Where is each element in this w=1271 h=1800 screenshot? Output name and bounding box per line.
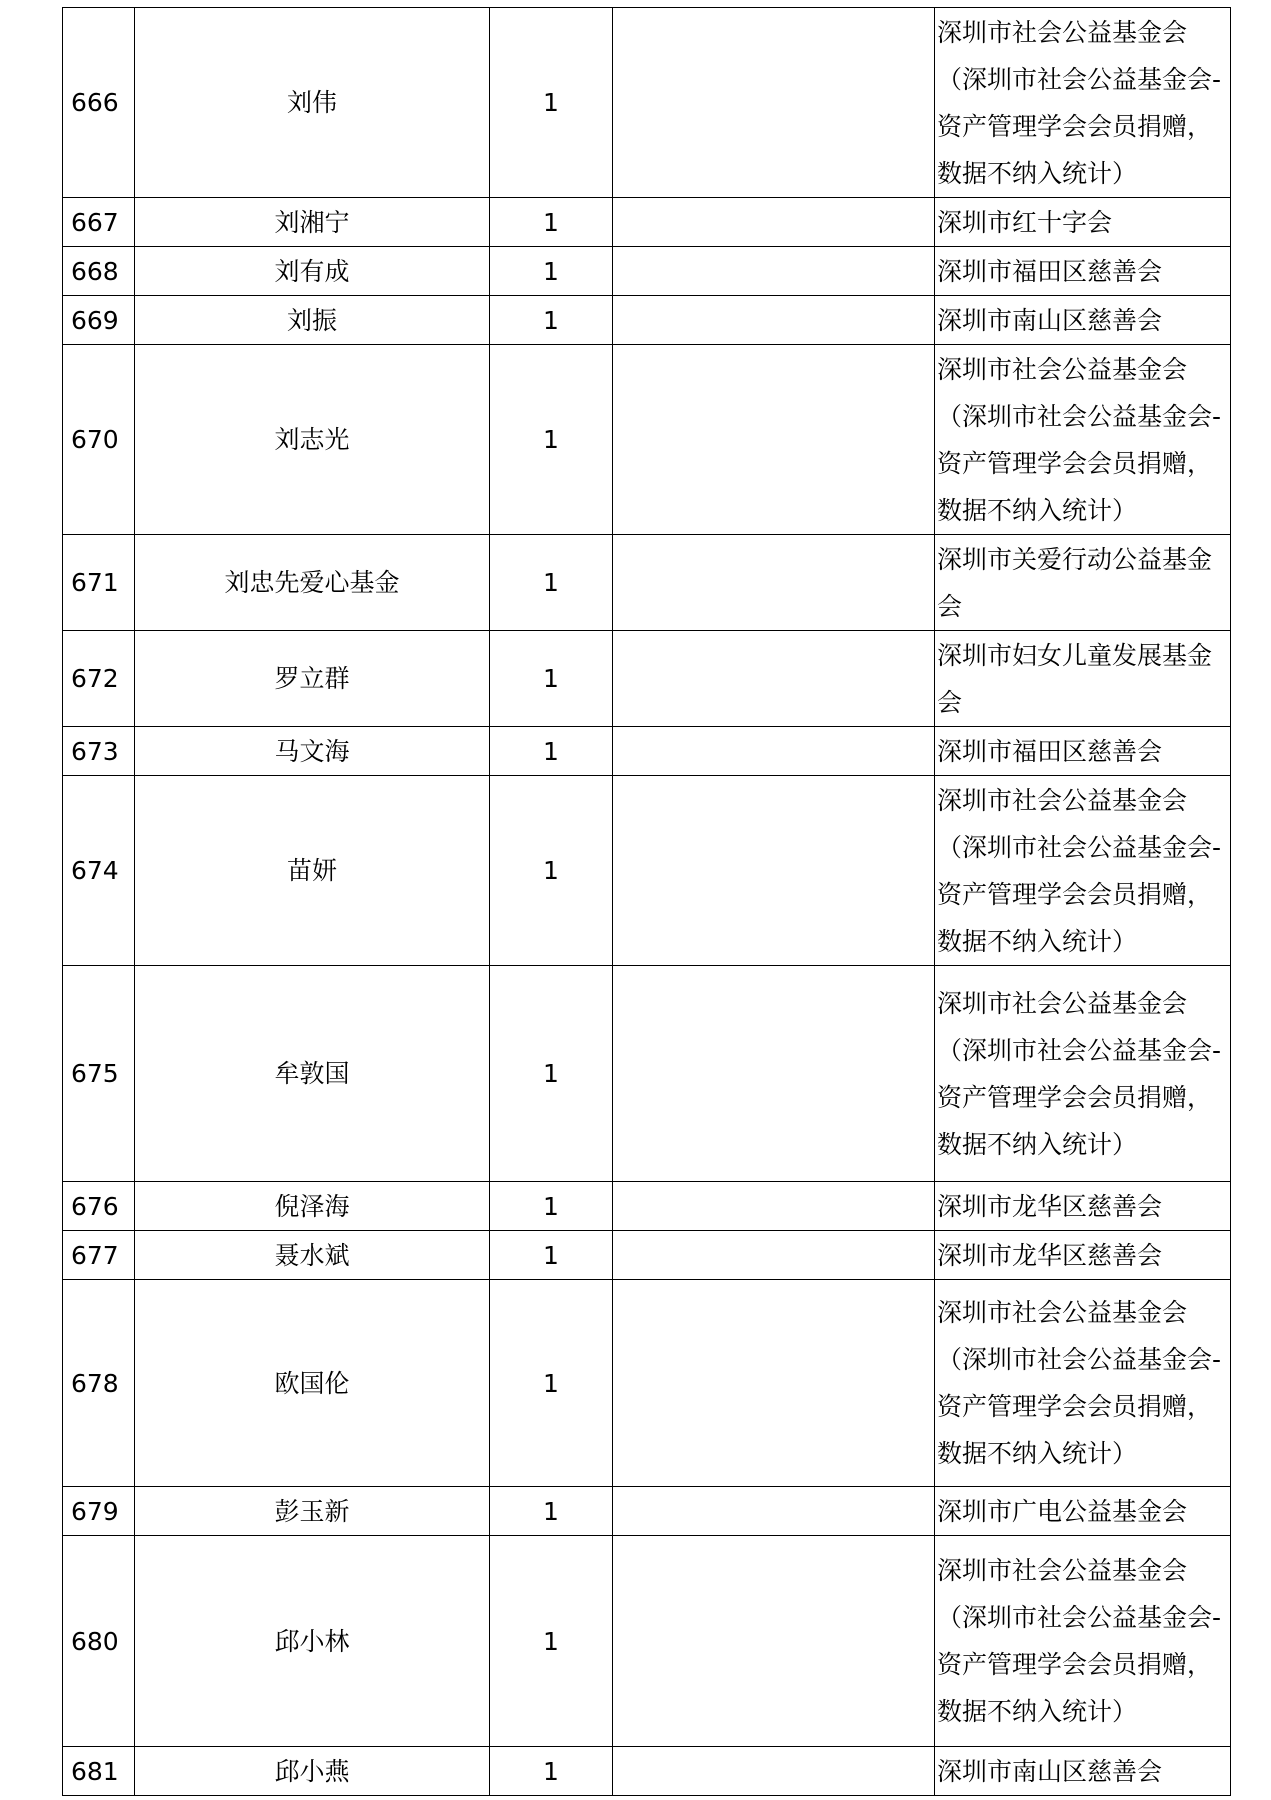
note-cell <box>613 727 935 776</box>
amount: 1 <box>490 1231 613 1280</box>
donor-name: 牟敦国 <box>135 966 490 1182</box>
row-number: 667 <box>63 198 135 247</box>
note-cell <box>613 1536 935 1747</box>
row-number: 678 <box>63 1280 135 1487</box>
donor-name: 刘忠先爱心基金 <box>135 535 490 631</box>
row-number: 676 <box>63 1182 135 1231</box>
note-cell <box>613 535 935 631</box>
row-number: 671 <box>63 535 135 631</box>
row-number: 675 <box>63 966 135 1182</box>
table-row <box>63 198 1231 247</box>
table-row <box>63 345 1231 535</box>
donor-name: 聂水斌 <box>135 1231 490 1280</box>
donor-name: 彭玉新 <box>135 1487 490 1536</box>
organization: 深圳市社会公益基金会（深圳市社会公益基金会-资产管理学会会员捐赠，数据不纳入统计） <box>935 1280 1231 1487</box>
table-row <box>63 1280 1231 1487</box>
row-number: 668 <box>63 247 135 296</box>
table-row <box>63 296 1231 345</box>
table-row <box>63 247 1231 296</box>
amount: 1 <box>490 1182 613 1231</box>
organization: 深圳市龙华区慈善会 <box>935 1231 1231 1280</box>
amount: 1 <box>490 727 613 776</box>
row-number: 673 <box>63 727 135 776</box>
amount: 1 <box>490 296 613 345</box>
donor-name: 邱小燕 <box>135 1747 490 1796</box>
note-cell <box>613 776 935 966</box>
donor-name: 刘湘宁 <box>135 198 490 247</box>
note-cell <box>613 631 935 727</box>
table-row <box>63 8 1231 198</box>
amount: 1 <box>490 1747 613 1796</box>
organization: 深圳市社会公益基金会（深圳市社会公益基金会-资产管理学会会员捐赠，数据不纳入统计） <box>935 345 1231 535</box>
organization: 深圳市南山区慈善会 <box>935 296 1231 345</box>
table-row <box>63 1536 1231 1747</box>
note-cell <box>613 1182 935 1231</box>
amount: 1 <box>490 1487 613 1536</box>
note-cell <box>613 296 935 345</box>
donor-name: 苗妍 <box>135 776 490 966</box>
donor-name: 倪泽海 <box>135 1182 490 1231</box>
organization: 深圳市龙华区慈善会 <box>935 1182 1231 1231</box>
table-row <box>63 1182 1231 1231</box>
organization: 深圳市南山区慈善会 <box>935 1747 1231 1796</box>
table-row <box>63 535 1231 631</box>
organization: 深圳市妇女儿童发展基金会 <box>935 631 1231 727</box>
organization: 深圳市关爱行动公益基金会 <box>935 535 1231 631</box>
row-number: 677 <box>63 1231 135 1280</box>
amount: 1 <box>490 631 613 727</box>
note-cell <box>613 198 935 247</box>
donor-table <box>62 7 1231 1796</box>
donor-name: 刘伟 <box>135 8 490 198</box>
organization: 深圳市社会公益基金会（深圳市社会公益基金会-资产管理学会会员捐赠，数据不纳入统计） <box>935 8 1231 198</box>
note-cell <box>613 345 935 535</box>
table-row <box>63 631 1231 727</box>
note-cell <box>613 247 935 296</box>
row-number: 669 <box>63 296 135 345</box>
row-number: 681 <box>63 1747 135 1796</box>
organization: 深圳市社会公益基金会（深圳市社会公益基金会-资产管理学会会员捐赠，数据不纳入统计） <box>935 1536 1231 1747</box>
table-row <box>63 1487 1231 1536</box>
donor-name: 欧国伦 <box>135 1280 490 1487</box>
organization: 深圳市广电公益基金会 <box>935 1487 1231 1536</box>
donor-name: 刘志光 <box>135 345 490 535</box>
note-cell <box>613 8 935 198</box>
amount: 1 <box>490 8 613 198</box>
row-number: 674 <box>63 776 135 966</box>
table-row <box>63 776 1231 966</box>
note-cell <box>613 1487 935 1536</box>
table-row <box>63 1231 1231 1280</box>
amount: 1 <box>490 1280 613 1487</box>
table-row <box>63 966 1231 1182</box>
row-number: 679 <box>63 1487 135 1536</box>
note-cell <box>613 1280 935 1487</box>
organization: 深圳市福田区慈善会 <box>935 727 1231 776</box>
row-number: 680 <box>63 1536 135 1747</box>
note-cell <box>613 1231 935 1280</box>
amount: 1 <box>490 535 613 631</box>
donor-name: 邱小林 <box>135 1536 490 1747</box>
amount: 1 <box>490 966 613 1182</box>
amount: 1 <box>490 247 613 296</box>
donor-name: 马文海 <box>135 727 490 776</box>
organization: 深圳市福田区慈善会 <box>935 247 1231 296</box>
organization: 深圳市社会公益基金会（深圳市社会公益基金会-资产管理学会会员捐赠，数据不纳入统计） <box>935 966 1231 1182</box>
table-row <box>63 727 1231 776</box>
row-number: 672 <box>63 631 135 727</box>
amount: 1 <box>490 345 613 535</box>
amount: 1 <box>490 1536 613 1747</box>
amount: 1 <box>490 198 613 247</box>
note-cell <box>613 966 935 1182</box>
donor-name: 刘有成 <box>135 247 490 296</box>
row-number: 666 <box>63 8 135 198</box>
row-number: 670 <box>63 345 135 535</box>
organization: 深圳市社会公益基金会（深圳市社会公益基金会-资产管理学会会员捐赠，数据不纳入统计） <box>935 776 1231 966</box>
donor-name: 刘振 <box>135 296 490 345</box>
table-row <box>63 1747 1231 1796</box>
organization: 深圳市红十字会 <box>935 198 1231 247</box>
amount: 1 <box>490 776 613 966</box>
donor-name: 罗立群 <box>135 631 490 727</box>
note-cell <box>613 1747 935 1796</box>
